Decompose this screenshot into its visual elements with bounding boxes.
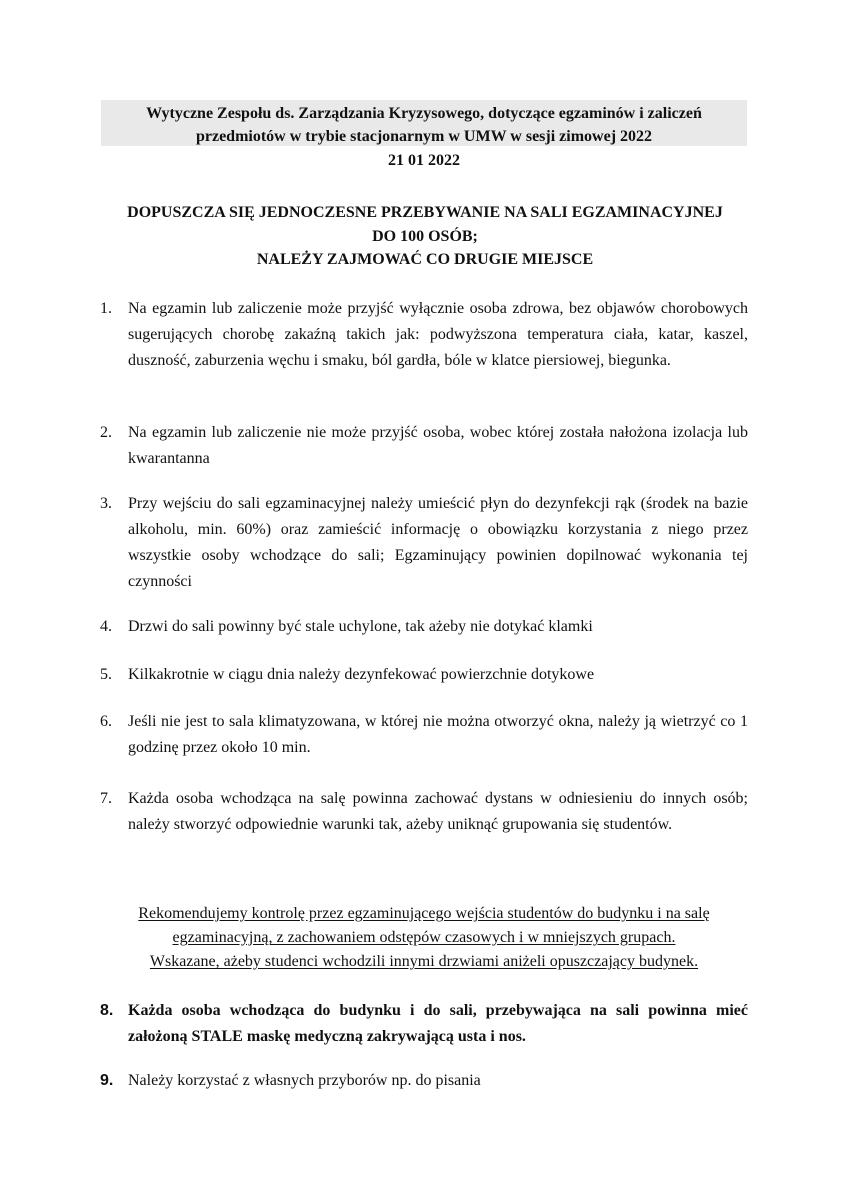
guideline-item-4 (100, 614, 748, 640)
recommendation-line-2: egzaminacyjną, z zachowaniem odstępów czasowych i w mniejszych grupach. (172, 929, 676, 946)
guideline-item-3 (100, 491, 748, 595)
notice-line-1: DOPUSZCZA SIĘ JEDNOCZESNE PRZEBYWANIE NA SALI EGZAMINACYJNEJ (127, 204, 723, 221)
item-number: 3. (100, 495, 112, 512)
item-number: 8. (100, 1002, 114, 1019)
item-text: Każda osoba wchodząca do budynku i do sali, przebywająca na sali powinna mieć założoną STALE maskę medyczną zakrywającą usta i nos. (128, 1002, 748, 1045)
document-title-line-2: przedmiotów w trybie stacjonarnym w UMW w sesji zimowej 2022 (195, 128, 653, 145)
item-text: Na egzamin lub zaliczenie nie może przyjść osoba, wobec której została nałożona izolacja lub kwarantanna (128, 424, 748, 467)
guideline-item-8 (100, 998, 748, 1050)
notice-line-3: NALEŻY ZAJMOWAĆ CO DRUGIE MIEJSCE (256, 251, 594, 268)
item-text: Każda osoba wchodząca na salę powinna zachować dystans w odniesieniu do innych osób; należy stworzyć odpowiednie warunki tak, ażeby uniknąć grupowania się studentów. (128, 790, 748, 833)
guideline-item-6 (100, 709, 748, 761)
guideline-item-9 (100, 1068, 748, 1094)
notice-line-2: DO 100 OSÓB; (372, 228, 478, 245)
recommendation-line-3: Wskazane, ażeby studenci wchodzili innymi drzwiami aniżeli opuszczający budynek. (149, 953, 699, 970)
item-text: Przy wejściu do sali egzaminacyjnej należy umieścić płyn do dezynfekcji rąk (środek na bazie alkoholu, min. 60%) oraz zamieścić informację o obowiązku korzystania z niego przez wszystkie osoby wchodzące do sali; Egzaminujący powinien dopilnować wykonania tej czynności (128, 495, 748, 590)
item-number: 1. (100, 300, 112, 317)
item-number: 7. (100, 790, 112, 807)
item-number: 4. (100, 618, 112, 635)
item-text: Jeśli nie jest to sala klimatyzowana, w której nie można otworzyć okna, należy ją wietrzyć co 1 godzinę przez około 10 min. (128, 713, 748, 756)
guideline-item-1 (100, 296, 748, 374)
item-text: Drzwi do sali powinny być stale uchylone, tak ażeby nie dotykać klamki (128, 618, 593, 635)
item-number: 2. (100, 424, 112, 441)
guideline-item-7 (100, 786, 748, 838)
item-text: Należy korzystać z własnych przyborów np. do pisania (128, 1072, 481, 1089)
item-text: Kilkakrotnie w ciągu dnia należy dezynfekować powierzchnie dotykowe (128, 666, 595, 683)
item-number: 6. (100, 713, 112, 730)
recommendation-line-1: Rekomendujemy kontrolę przez egzaminującego wejścia studentów do budynku i na salę (138, 905, 710, 922)
document-date: 21 01 2022 (388, 152, 460, 169)
document-title-line-1: Wytyczne Zespołu ds. Zarządzania Kryzysowego, dotyczące egzaminów i zaliczeń (146, 105, 702, 122)
guideline-item-5 (100, 662, 748, 688)
item-number: 9. (100, 1072, 114, 1089)
item-number: 5. (100, 666, 112, 683)
item-text: Na egzamin lub zaliczenie może przyjść wyłącznie osoba zdrowa, bez objawów chorobowych sugerujących chorobę zakaźną takich jak: podwyższona temperatura ciała, katar, kaszel, duszność, zaburzenia węchu i smaku, ból gardła, bóle w klatce piersiowej, biegunka. (128, 300, 748, 369)
guideline-item-2 (100, 420, 748, 472)
